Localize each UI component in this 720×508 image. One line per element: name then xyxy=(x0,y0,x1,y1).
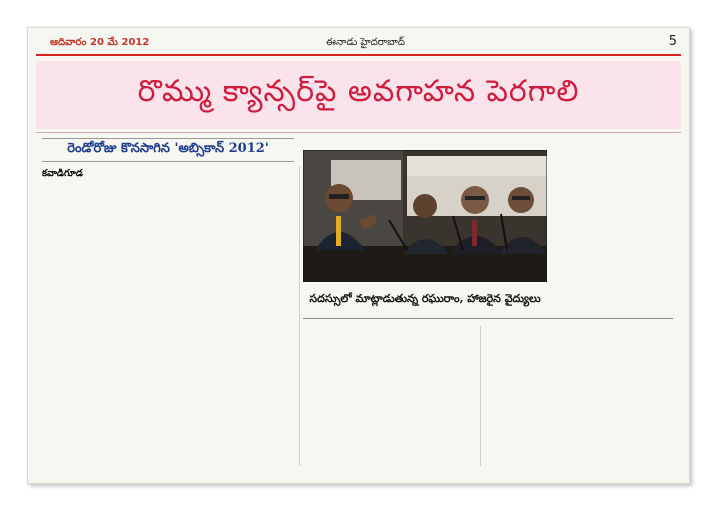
article-column-3 xyxy=(306,326,476,466)
dateline: కవాడిగూడ xyxy=(42,168,83,179)
article-column-2 xyxy=(556,72,671,312)
article-column-1 xyxy=(42,166,294,466)
newspaper-name: ఈనాడు హైదరాబాద్ xyxy=(326,37,405,48)
header-rule xyxy=(36,54,681,56)
newspaper-clipping xyxy=(27,27,690,484)
subheadline: రెండోరోజు కొనసాగిన 'అబ్సికాన్ 2012' xyxy=(42,138,294,162)
publication-date: ఆదివారం 20 మే 2012 xyxy=(50,37,150,48)
photo-caption: సదస్సులో మాట్లాడుతున్న రఘురాం, హాజరైన వైద్యులు xyxy=(303,284,547,316)
column-divider xyxy=(480,326,481,466)
page-header xyxy=(28,28,689,56)
headline: రొమ్ము క్యాన్సర్‌పై అవగాహన పెరగాలి xyxy=(137,74,580,109)
caption-rule xyxy=(303,318,673,319)
speakers-photo xyxy=(303,150,547,282)
article-photo xyxy=(303,150,547,282)
page-number: 5 xyxy=(668,34,677,49)
column-divider xyxy=(299,166,300,466)
article-column-4 xyxy=(486,326,673,466)
